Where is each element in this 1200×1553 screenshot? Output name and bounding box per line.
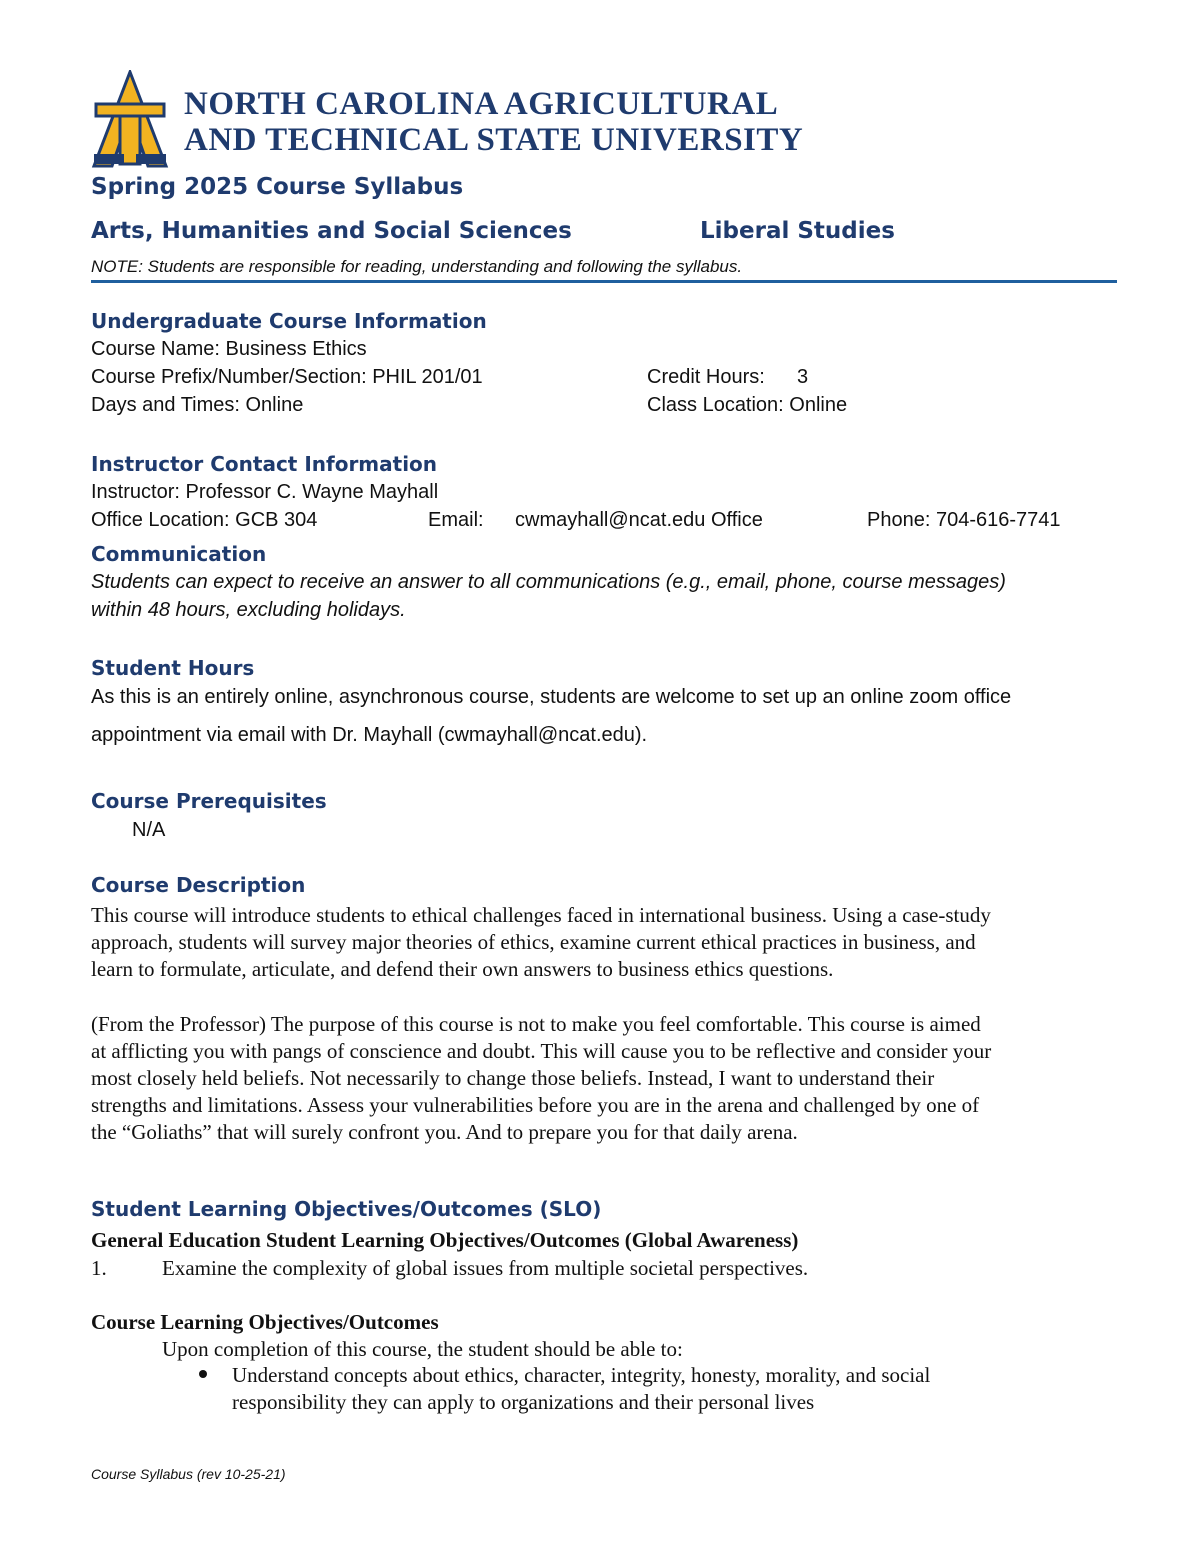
- college-name: Arts, Humanities and Social Sciences: [91, 218, 572, 244]
- gen-ed-number: 1.: [91, 1256, 107, 1280]
- description-p1-line2: approach, students will survey major theories of ethics, examine current ethical practices in business, and: [91, 930, 976, 954]
- description-p2-line1: (From the Professor) The purpose of this course is not to make you feel comfortable. This course is aimed: [91, 1012, 981, 1036]
- aggie-logo-icon: [90, 70, 170, 168]
- communication-heading: Communication: [91, 542, 267, 566]
- description-p1-line3: learn to formulate, articulate, and defend their own answers to business ethics questions.: [91, 957, 834, 981]
- university-name-line2: AND TECHNICAL STATE UNIVERSITY: [184, 122, 804, 158]
- course-name: Course Name: Business Ethics: [91, 338, 367, 360]
- header-divider: [91, 280, 1117, 283]
- gen-ed-heading: General Education Student Learning Objectives/Outcomes (Global Awareness): [91, 1228, 799, 1252]
- class-location: Class Location: Online: [647, 394, 848, 416]
- syllabus-title: Spring 2025 Course Syllabus: [91, 174, 464, 200]
- communication-line1: Students can expect to receive an answer to all communications (e.g., email, phone, course messages): [91, 571, 1006, 593]
- description-p2-line4: strengths and limitations. Assess your vulnerabilities before you are in the arena and challenged by one of: [91, 1093, 980, 1117]
- description-p2-line5: the “Goliaths” that will surely confront you. And to prepare you for that daily arena.: [91, 1120, 798, 1144]
- prerequisites-heading: Course Prerequisites: [91, 789, 327, 813]
- instructor-heading: Instructor Contact Information: [91, 452, 438, 476]
- office-phone: Phone: 704-616-7741: [867, 509, 1061, 531]
- communication-line2: within 48 hours, excluding holidays.: [91, 599, 406, 621]
- days-and-times: Days and Times: Online: [91, 394, 304, 416]
- department-name: Liberal Studies: [700, 218, 895, 244]
- course-prefix: Course Prefix/Number/Section: PHIL 201/01: [91, 366, 483, 388]
- objectives-intro: Upon completion of this course, the student should be able to:: [162, 1337, 683, 1361]
- email-label: Email:: [428, 509, 484, 531]
- university-logo: [90, 70, 170, 168]
- description-heading: Course Description: [91, 873, 306, 897]
- bullet-icon: [199, 1370, 207, 1378]
- student-hours-line2: appointment via email with Dr. Mayhall (cwmayhall@ncat.edu).: [91, 724, 648, 746]
- slo-heading: Student Learning Objectives/Outcomes (SLO): [91, 1197, 602, 1221]
- email-value[interactable]: cwmayhall@ncat.edu Office: [515, 509, 763, 531]
- instructor-name: Instructor: Professor C. Wayne Mayhall: [91, 481, 439, 503]
- description-p2-line3: most closely held beliefs. Not necessarily to change those beliefs. Instead, I want to understand their: [91, 1066, 935, 1090]
- student-hours-heading: Student Hours: [91, 656, 255, 680]
- credit-hours-value: 3: [797, 366, 809, 388]
- description-p2-line2: at afflicting you with pangs of conscience and doubt. This will cause you to be reflective and consider your: [91, 1039, 992, 1063]
- office-location: Office Location: GCB 304: [91, 509, 318, 531]
- course-objectives-heading: Course Learning Objectives/Outcomes: [91, 1310, 439, 1334]
- objective-line2: responsibility they can apply to organizations and their personal lives: [232, 1390, 815, 1414]
- course-info-heading: Undergraduate Course Information: [91, 309, 487, 333]
- footer-revision: Course Syllabus (rev 10-25-21): [91, 1466, 286, 1482]
- student-hours-line1: As this is an entirely online, asynchronous course, students are welcome to set up an online zoom office: [91, 686, 1012, 708]
- gen-ed-item: Examine the complexity of global issues from multiple societal perspectives.: [162, 1256, 809, 1280]
- syllabus-note: NOTE: Students are responsible for reading, understanding and following the syllabus.: [91, 257, 743, 276]
- university-name-line1: NORTH CAROLINA AGRICULTURAL: [184, 86, 779, 122]
- objective-line1: Understand concepts about ethics, character, integrity, honesty, morality, and social: [232, 1363, 931, 1387]
- credit-hours-label: Credit Hours:: [647, 366, 765, 388]
- description-p1-line1: This course will introduce students to ethical challenges faced in international business. Using a case-study: [91, 903, 991, 927]
- prerequisites-value: N/A: [132, 819, 166, 841]
